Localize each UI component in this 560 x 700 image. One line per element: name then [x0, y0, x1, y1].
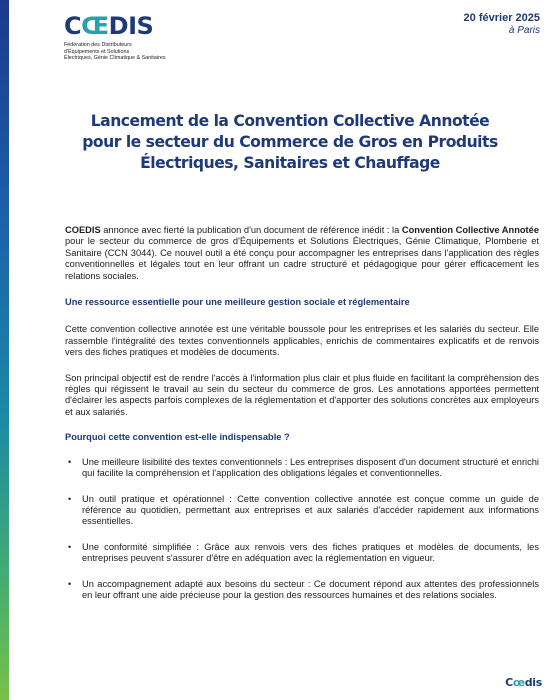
list-item — [65, 457, 539, 480]
logo-subtitle — [64, 42, 166, 62]
section-heading-resource: Une ressource essentielle pour une meilleure gestion sociale et réglementaire — [65, 297, 410, 308]
logo-subtitle-line-3: Électriques, Génie Climatique & Sanitaires — [64, 55, 166, 62]
release-date: 20 février 2025 — [463, 12, 540, 24]
title-line-3: Électriques, Sanitaires et Chauffage — [140, 154, 440, 172]
paragraph-compass: Cette convention collective annotée est une véritable boussole pour les entreprises et les salariés du secteur. Elle rassemble l'intégralité des textes conventionnels applicables, enrichis de commentaires explicatifs et de renvois vers des fiches pratiques et modèles de documents. — [65, 324, 539, 358]
date-block — [464, 12, 540, 36]
bullet-icon: • — [68, 456, 72, 467]
intro-lead: COEDIS — [65, 225, 101, 235]
paragraph-objective: Son principal objectif est de rendre l'accès à l'information plus clair et plus fluide en facilitant la compréhension des règles qui régissent le travail au sein du secteur du commerce de gros. Les annotations apportées permettent d'éclairer les aspects parfois complexes de la réglementation et d'apporter des solutions concrètes aux employeurs et aux salariés. — [65, 372, 539, 417]
list-item-text: Une meilleure lisibilité des textes conventionnels : Les entreprises disposent d'un document structuré et enrichi qui facilite la compréhension et l'application des obligations légales et conventionnelles. — [82, 456, 539, 479]
logo-subtitle-line-1: Fédération des Distributeurs — [64, 42, 132, 48]
intro-emphasis: Convention Collective Annotée — [401, 225, 539, 235]
logo-letter-oe: Œ — [81, 12, 109, 40]
title-line-1: Lancement de la Convention Collective Annotée — [90, 112, 490, 130]
logo-letter-c: C — [64, 12, 82, 40]
footer-logo — [505, 676, 542, 689]
list-item — [65, 494, 539, 528]
logo-letters-dis: DIS — [108, 12, 154, 40]
list-item-text: Une conformité simplifiée : Grâce aux renvois vers des fiches pratiques et modèles de documents, les entreprises peuvent s'assurer d'être en adéquation avec la réglementation en vigueur. — [82, 541, 539, 564]
list-item-text: Un outil pratique et opérationnel : Cette convention collective annotée est conçue comme un guide de référence au quotidien, permettant aux entreprises et aux salariés d'accéder rapidement aux informations essentielles. — [82, 493, 539, 527]
bullet-icon: • — [68, 541, 72, 552]
list-item — [65, 579, 539, 602]
gradient-sidebar — [0, 0, 9, 700]
logo-wordmark — [64, 14, 166, 38]
bullet-icon: • — [68, 493, 72, 504]
press-release-title — [70, 111, 510, 174]
list-item — [65, 542, 539, 565]
body-content — [65, 225, 539, 615]
intro-paragraph — [65, 225, 539, 282]
section-heading-why: Pourquoi cette convention est-elle indispensable ? — [65, 432, 290, 443]
intro-text-1: annonce avec fierté la publication d'un document de référence inédit : la — [100, 225, 402, 235]
intro-text-2: pour le secteur du commerce de gros d'Équipements et Solutions Électriques, Génie Climatique, Plomberie et Sanitaire (CCN 3044). Ce nouvel outil a été conçu pour accompagner les entreprises dans l'application des règles conventionnelles et légales tout en leur offrant un cadre structuré et pédagogique pour gérer efficacement les relations sociales. — [65, 236, 539, 281]
logo-subtitle-line-2: d'Équipements et Solutions — [64, 48, 130, 55]
benefits-list — [65, 457, 539, 602]
release-place: à Paris — [508, 25, 540, 36]
footer-logo-c: C — [505, 676, 513, 689]
coedis-logo — [64, 14, 166, 62]
title-line-2: pour le secteur du Commerce de Gros en Produits — [82, 133, 498, 151]
list-item-text: Un accompagnement adapté aux besoins du secteur : Ce document répond aux attentes des professionnels en leur offrant une aide précieuse pour la gestion des ressources humaines et des relations sociales. — [82, 578, 539, 600]
footer-logo-dis: dis — [524, 676, 542, 689]
footer-logo-oe: œ — [512, 676, 525, 689]
bullet-icon: • — [68, 578, 72, 589]
